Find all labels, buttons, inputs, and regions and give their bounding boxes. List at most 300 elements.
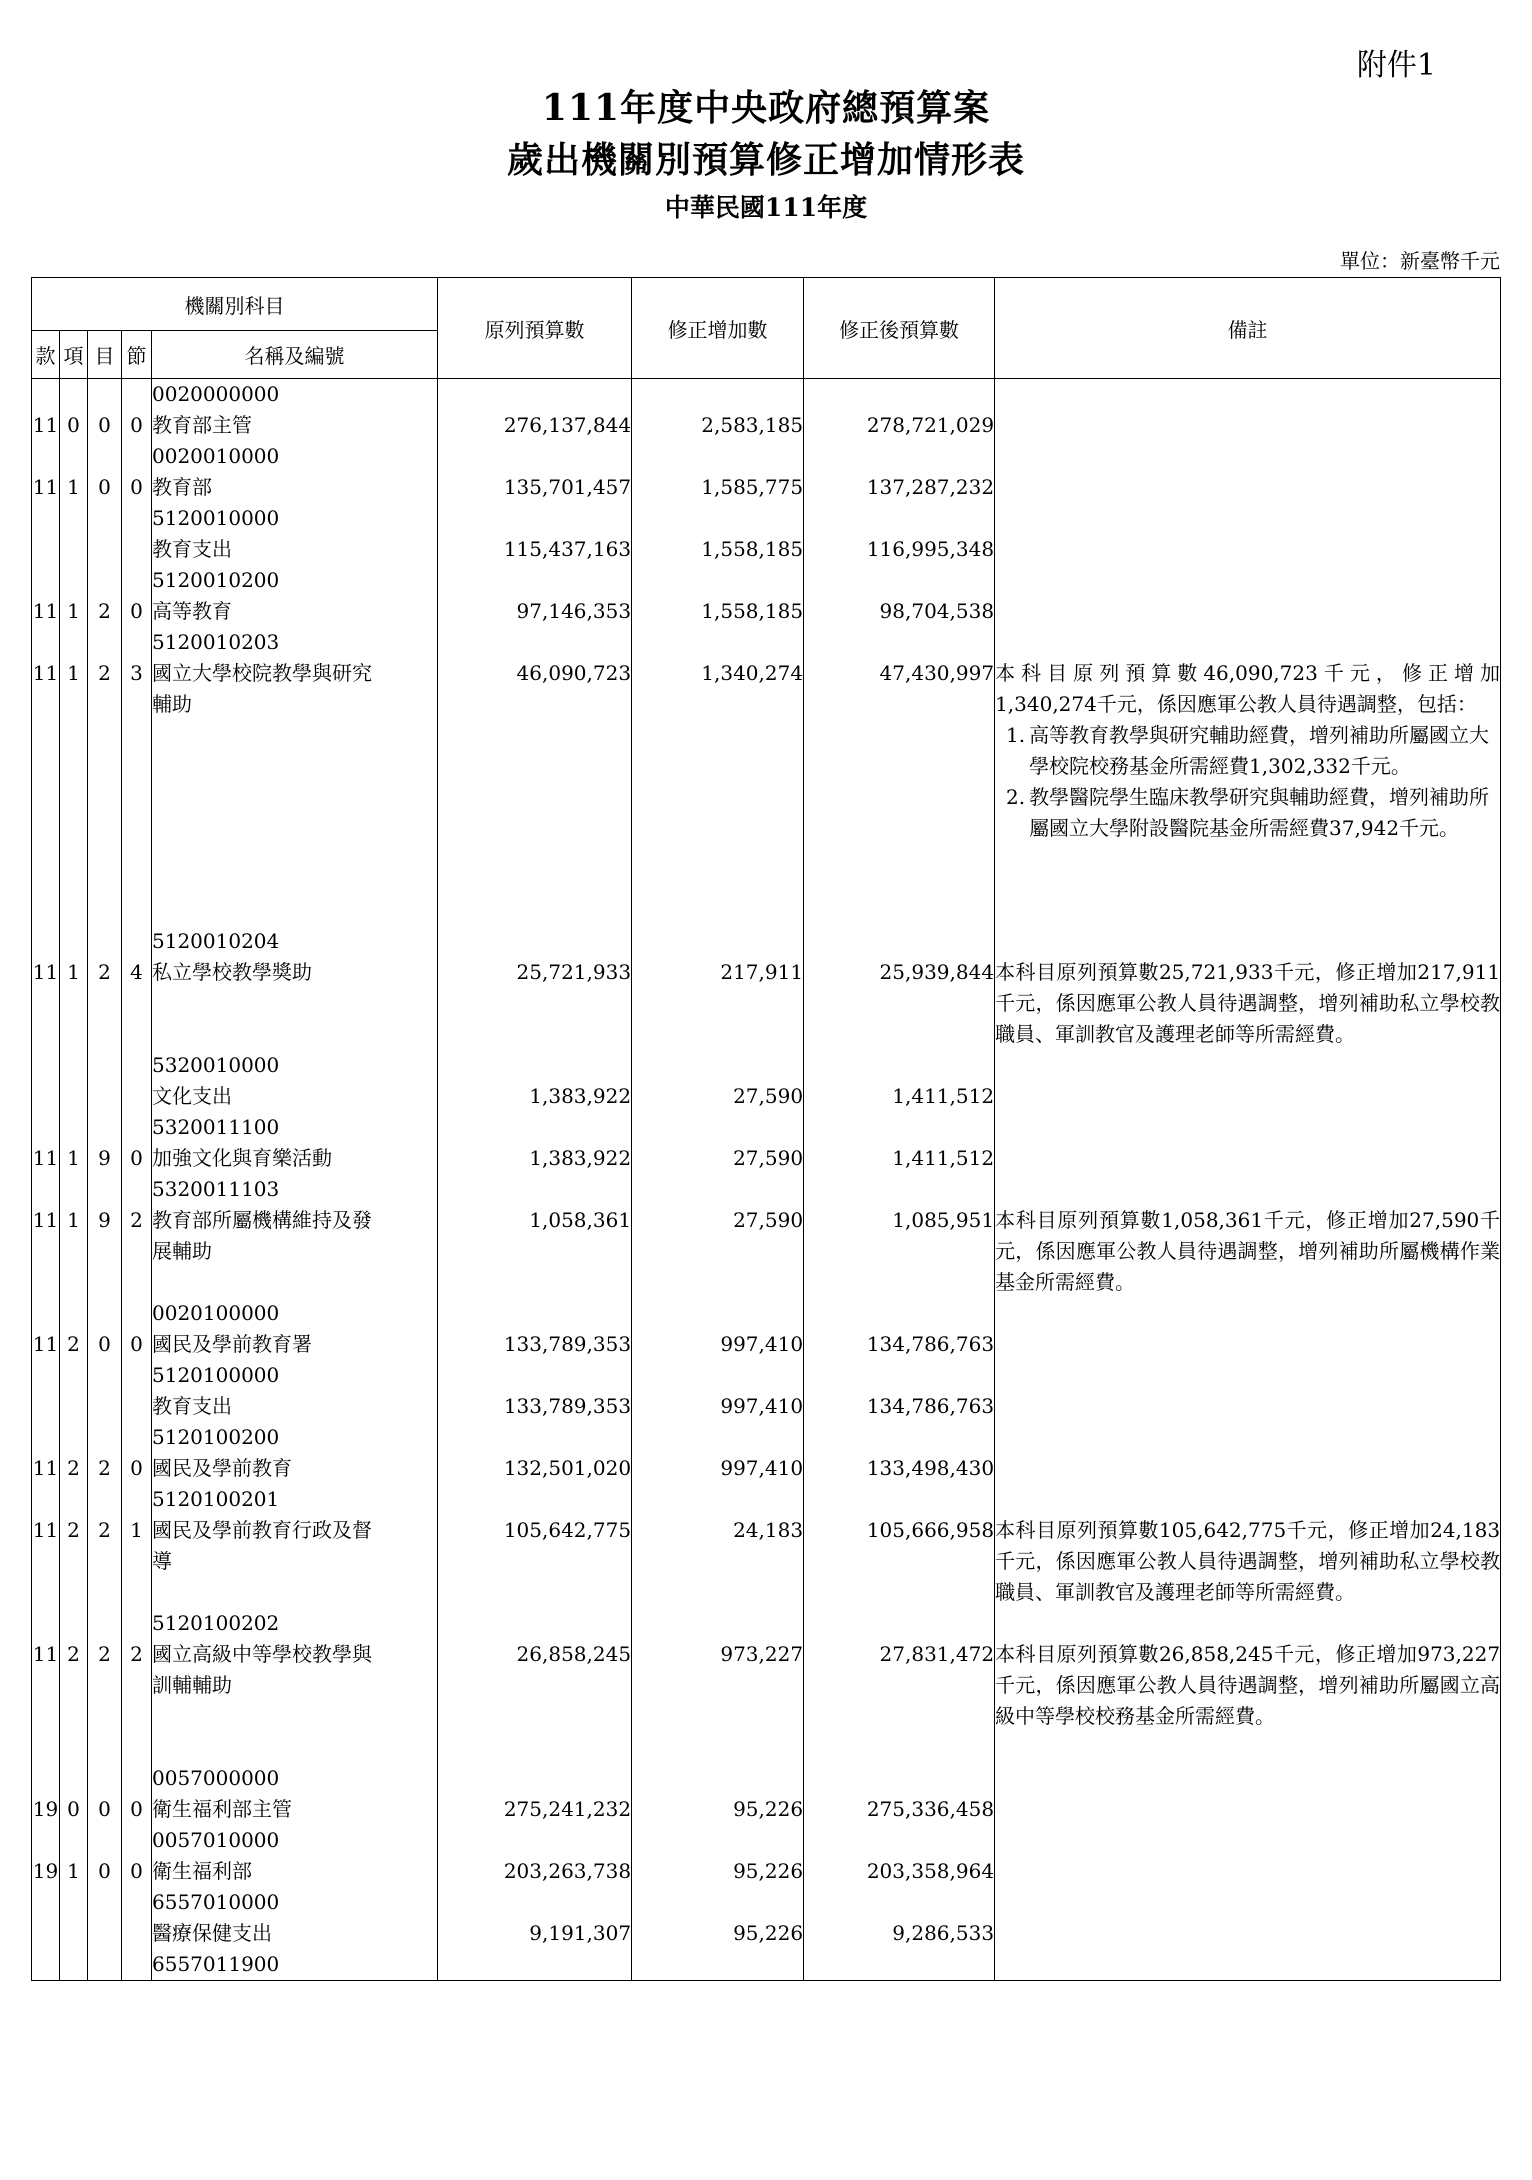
row-original-value: 135,701,457 (503, 475, 632, 499)
row-kuan (32, 1484, 60, 1608)
note-spacer (995, 1608, 1500, 1639)
row-revised (804, 1484, 995, 1608)
row-xiang (60, 1887, 88, 1949)
row-jie (122, 1360, 152, 1422)
row-mu-value: 0 (98, 1859, 111, 1883)
remark-text: 本科目原列預算數105,642,775千元，修正增加24,183千元，係因應軍公教人員待遇調整，增列補助私立學校教職員、軍訓教官及護理老師等所需經費。 (995, 1518, 1501, 1604)
row-remarks (995, 1360, 1501, 1422)
table-row (32, 627, 1501, 926)
row-original (438, 1763, 632, 1825)
row-name-code (152, 1112, 438, 1174)
row-name: 教育支出 (152, 1394, 232, 1418)
row-code: 5120010204 (152, 929, 280, 953)
row-revised-value: 203,358,964 (866, 1859, 995, 1883)
row-increase-value: 997,410 (720, 1332, 804, 1356)
code-spacer (32, 1825, 59, 1856)
row-xiang (60, 503, 88, 565)
fiscal-year: 中華民國111年度 (664, 193, 868, 222)
code-spacer (122, 1949, 151, 1980)
row-revised-value: 134,786,763 (866, 1332, 995, 1356)
header-increase: 修正增加數 (632, 278, 804, 379)
row-increase (632, 1763, 804, 1825)
row-code: 6557011900 (152, 1952, 280, 1976)
remark-item (995, 720, 1500, 782)
row-revised (804, 1422, 995, 1484)
row-mu (88, 1360, 122, 1422)
row-original (438, 1174, 632, 1298)
code-spacer (88, 1825, 121, 1856)
row-xiang-value: 2 (67, 1456, 80, 1480)
row-jie (122, 441, 152, 503)
row-xiang (60, 1763, 88, 1825)
row-name: 高等教育 (152, 599, 232, 623)
row-revised-value: 116,995,348 (866, 537, 995, 561)
code-spacer (32, 1887, 59, 1918)
row-remarks (995, 379, 1501, 442)
row-name: 輔助 (152, 692, 192, 716)
row-revised-value: 98,704,538 (879, 599, 995, 623)
row-original-value: 276,137,844 (503, 413, 632, 437)
row-code: 0020000000 (152, 382, 280, 406)
row-increase-value: 27,590 (733, 1208, 804, 1232)
note-spacer (995, 379, 1500, 410)
code-spacer (60, 1949, 87, 1980)
row-kuan-value: 11 (32, 661, 59, 685)
row-kuan-value: 11 (32, 960, 59, 984)
remark-item-index: 2. (1005, 785, 1026, 809)
num-spacer (804, 1763, 994, 1794)
row-xiang-value: 1 (67, 1208, 80, 1232)
num-spacer (438, 1050, 631, 1081)
row-remarks (995, 1050, 1501, 1112)
row-jie (122, 1484, 152, 1608)
row-jie-value: 2 (130, 1642, 143, 1666)
table-row (32, 1887, 1501, 1949)
code-spacer (122, 1174, 151, 1205)
num-spacer (632, 926, 803, 957)
row-xiang-value: 2 (67, 1518, 80, 1542)
row-xiang (60, 926, 88, 1050)
row-increase (632, 1887, 804, 1949)
row-xiang-value: 0 (67, 413, 80, 437)
code-spacer (32, 1484, 59, 1515)
row-revised-value: 25,939,844 (879, 960, 995, 984)
row-revised-value: 27,831,472 (879, 1642, 995, 1666)
table-row (32, 1825, 1501, 1887)
row-increase-value: 95,226 (733, 1797, 804, 1821)
row-revised (804, 441, 995, 503)
code-spacer (122, 565, 151, 596)
row-mu-value: 0 (98, 1797, 111, 1821)
row-increase-value: 27,590 (733, 1146, 804, 1170)
row-increase (632, 1608, 804, 1763)
table-row (32, 1174, 1501, 1298)
row-kuan (32, 1298, 60, 1360)
row-increase-value: 997,410 (720, 1394, 804, 1418)
row-revised (804, 1763, 995, 1825)
code-spacer (88, 441, 121, 472)
code-spacer (60, 926, 87, 957)
row-xiang-value: 1 (67, 1859, 80, 1883)
row-increase (632, 441, 804, 503)
row-increase (632, 926, 804, 1050)
row-name-code (152, 1887, 438, 1949)
row-increase (632, 1112, 804, 1174)
row-increase (632, 1298, 804, 1360)
row-jie (122, 1825, 152, 1887)
row-jie (122, 1050, 152, 1112)
num-spacer (438, 1825, 631, 1856)
code-spacer (32, 503, 59, 534)
row-revised-value: 9,286,533 (892, 1921, 995, 1945)
row-name: 國民及學前教育 (152, 1456, 292, 1480)
row-code: 5320011100 (152, 1115, 280, 1139)
row-remarks (995, 1422, 1501, 1484)
row-kuan-value: 11 (32, 1518, 59, 1542)
row-xiang (60, 1484, 88, 1608)
row-jie (122, 1887, 152, 1949)
remark-text: 本科目原列預算數46,090,723千元，修正增加1,340,274千元，係因應軍公教人員待遇調整，包括： (995, 661, 1501, 716)
num-spacer (632, 1422, 803, 1453)
row-remarks (995, 565, 1501, 627)
row-revised (804, 926, 995, 1050)
row-original-value: 26,858,245 (516, 1642, 632, 1666)
row-kuan-value: 11 (32, 1146, 59, 1170)
row-code: 5320011103 (152, 1177, 280, 1201)
row-increase-value: 1,558,185 (701, 599, 804, 623)
num-spacer (804, 926, 994, 957)
row-code: 6557010000 (152, 1890, 280, 1914)
row-name: 教育部所屬機構維持及發 (152, 1208, 372, 1232)
row-kuan (32, 1763, 60, 1825)
row-increase (632, 379, 804, 442)
row-original (438, 1484, 632, 1608)
row-remarks (995, 503, 1501, 565)
code-spacer (32, 1050, 59, 1081)
row-xiang (60, 1298, 88, 1360)
code-spacer (122, 1050, 151, 1081)
row-kuan (32, 1887, 60, 1949)
row-jie (122, 503, 152, 565)
code-spacer (88, 1050, 121, 1081)
code-spacer (32, 1174, 59, 1205)
row-name: 國立大學校院教學與研究 (152, 661, 372, 685)
row-original-value: 133,789,353 (503, 1394, 632, 1418)
row-remarks (995, 1949, 1501, 1981)
note-spacer (995, 1763, 1500, 1794)
table-row (32, 1608, 1501, 1763)
num-spacer (804, 1484, 994, 1515)
row-code: 5320010000 (152, 1053, 280, 1077)
row-kuan-value: 19 (32, 1859, 59, 1883)
code-spacer (32, 1422, 59, 1453)
table-row (32, 1763, 1501, 1825)
row-jie (122, 1112, 152, 1174)
row-increase-value: 24,183 (733, 1518, 804, 1542)
row-original (438, 1422, 632, 1484)
row-remarks (995, 1298, 1501, 1360)
code-spacer (60, 1050, 87, 1081)
row-xiang (60, 1422, 88, 1484)
row-mu (88, 1887, 122, 1949)
row-revised-value: 47,430,997 (879, 661, 995, 685)
table-row (32, 503, 1501, 565)
remark-text: 本科目原列預算數1,058,361千元，修正增加27,590千元，係因應軍公教人員待遇調整，增列補助所屬機構作業基金所需經費。 (995, 1208, 1501, 1294)
row-revised-value: 137,287,232 (866, 475, 995, 499)
row-xiang-value: 1 (67, 661, 80, 685)
row-kuan-value: 11 (32, 1208, 59, 1232)
row-revised (804, 1112, 995, 1174)
row-jie-value: 0 (130, 1146, 143, 1170)
row-original-value: 115,437,163 (503, 537, 632, 561)
row-kuan (32, 503, 60, 565)
num-spacer (632, 1298, 803, 1329)
code-spacer (32, 441, 59, 472)
row-name: 私立學校教學獎助 (152, 960, 312, 984)
row-remarks (995, 1484, 1501, 1608)
remark-item-text: 教學醫院學生臨床教學研究與輔助經費，增列補助所屬國立大學附設醫院基金所需經費37,942千元。 (1029, 785, 1490, 840)
row-xiang (60, 627, 88, 926)
row-xiang-value: 1 (67, 1146, 80, 1170)
row-jie (122, 1298, 152, 1360)
num-spacer (804, 1608, 994, 1639)
row-jie-value: 3 (130, 661, 143, 685)
row-increase (632, 1949, 804, 1981)
code-spacer (88, 565, 121, 596)
row-original (438, 1298, 632, 1360)
table-row (32, 1112, 1501, 1174)
row-mu (88, 441, 122, 503)
row-jie-value: 4 (130, 960, 143, 984)
row-increase-value: 973,227 (720, 1642, 804, 1666)
code-spacer (32, 1112, 59, 1143)
row-mu (88, 1422, 122, 1484)
row-original (438, 379, 632, 442)
row-revised-value: 1,085,951 (892, 1208, 995, 1232)
row-increase-value: 1,585,775 (701, 475, 804, 499)
header-remarks: 備註 (995, 278, 1501, 379)
row-revised (804, 1360, 995, 1422)
num-spacer (632, 1887, 803, 1918)
row-original-value: 275,241,232 (503, 1797, 632, 1821)
num-spacer (438, 1298, 631, 1329)
row-mu-value: 0 (98, 475, 111, 499)
row-original-value: 25,721,933 (516, 960, 632, 984)
code-spacer (60, 441, 87, 472)
row-kuan-value: 11 (32, 1456, 59, 1480)
num-spacer (438, 1360, 631, 1391)
note-spacer (995, 1360, 1500, 1391)
code-spacer (122, 1608, 151, 1639)
row-name-code (152, 1608, 438, 1763)
code-spacer (32, 627, 59, 658)
row-mu (88, 1949, 122, 1981)
code-spacer (88, 1949, 121, 1980)
row-remarks (995, 1608, 1501, 1763)
row-mu (88, 565, 122, 627)
row-jie-value: 0 (130, 475, 143, 499)
num-spacer (632, 1360, 803, 1391)
row-code: 5120100202 (152, 1611, 280, 1635)
row-kuan (32, 1360, 60, 1422)
row-jie-value: 0 (130, 1456, 143, 1480)
budget-table (31, 277, 1501, 1981)
row-original (438, 1949, 632, 1981)
row-increase-value: 95,226 (733, 1921, 804, 1945)
row-code: 5120010000 (152, 506, 280, 530)
code-spacer (88, 379, 121, 410)
num-spacer (438, 1763, 631, 1794)
num-spacer (632, 1174, 803, 1205)
code-spacer (60, 503, 87, 534)
row-original-value: 1,058,361 (529, 1208, 632, 1232)
row-kuan (32, 379, 60, 442)
num-spacer (438, 1887, 631, 1918)
row-code: 0057010000 (152, 1828, 280, 1852)
row-name: 衛生福利部 (152, 1859, 252, 1883)
row-revised (804, 1298, 995, 1360)
num-spacer (804, 1050, 994, 1081)
note-spacer (995, 1484, 1500, 1515)
note-spacer (995, 1174, 1500, 1205)
row-increase-value: 217,911 (720, 960, 804, 984)
row-original (438, 1050, 632, 1112)
num-spacer (804, 379, 994, 410)
row-xiang (60, 1825, 88, 1887)
num-spacer (804, 1112, 994, 1143)
code-spacer (60, 1763, 87, 1794)
row-xiang (60, 565, 88, 627)
row-name: 教育部主管 (152, 413, 252, 437)
row-original-value: 105,642,775 (503, 1518, 632, 1542)
note-spacer (995, 1949, 1500, 1980)
row-kuan (32, 1608, 60, 1763)
table-row (32, 1484, 1501, 1608)
row-name-code (152, 503, 438, 565)
row-revised (804, 1174, 995, 1298)
code-spacer (60, 1825, 87, 1856)
remark-text: 本科目原列預算數26,858,245千元，修正增加973,227千元，係因應軍公教人員待遇調整，增列補助所屬國立高級中等學校校務基金所需經費。 (995, 1642, 1501, 1728)
row-remarks (995, 1887, 1501, 1949)
row-name-code (152, 565, 438, 627)
num-spacer (804, 627, 994, 658)
row-original (438, 926, 632, 1050)
code-spacer (60, 1422, 87, 1453)
row-name: 展輔助 (152, 1239, 212, 1263)
code-spacer (88, 1298, 121, 1329)
row-mu-value: 0 (98, 413, 111, 437)
remark-item (995, 782, 1500, 844)
remark-item-text: 高等教育教學與研究輔助經費，增列補助所屬國立大學校院校務基金所需經費1,302,332千元。 (1029, 723, 1490, 778)
row-code: 0057000000 (152, 1766, 280, 1790)
code-spacer (122, 503, 151, 534)
row-kuan (32, 1174, 60, 1298)
table-row (32, 1360, 1501, 1422)
num-spacer (632, 627, 803, 658)
code-spacer (88, 503, 121, 534)
note-spacer (995, 1112, 1500, 1143)
row-increase (632, 565, 804, 627)
header-original: 原列預算數 (438, 278, 632, 379)
row-xiang (60, 1360, 88, 1422)
row-jie (122, 565, 152, 627)
remark-text: 本科目原列預算數25,721,933千元，修正增加217,911千元，係因應軍公教人員待遇調整，增列補助私立學校教職員、軍訓教官及護理老師等所需經費。 (995, 960, 1501, 1046)
num-spacer (438, 1112, 631, 1143)
row-jie (122, 379, 152, 442)
row-revised-value: 133,498,430 (866, 1456, 995, 1480)
row-kuan-value: 19 (32, 1797, 59, 1821)
row-kuan (32, 565, 60, 627)
row-original (438, 1608, 632, 1763)
row-increase (632, 1174, 804, 1298)
row-xiang-value: 2 (67, 1332, 80, 1356)
row-mu (88, 1763, 122, 1825)
row-kuan-value: 11 (32, 413, 59, 437)
code-spacer (122, 1112, 151, 1143)
code-spacer (122, 926, 151, 957)
row-xiang (60, 1112, 88, 1174)
row-code: 5120100000 (152, 1363, 280, 1387)
note-spacer (995, 926, 1500, 957)
table-row (32, 926, 1501, 1050)
row-revised-value: 278,721,029 (866, 413, 995, 437)
row-name-code (152, 1174, 438, 1298)
row-original (438, 1825, 632, 1887)
row-increase (632, 1422, 804, 1484)
row-increase (632, 1360, 804, 1422)
code-spacer (32, 1763, 59, 1794)
row-revised (804, 1949, 995, 1981)
row-mu-value: 2 (98, 1642, 111, 1666)
row-code: 5120100201 (152, 1487, 280, 1511)
code-spacer (88, 627, 121, 658)
row-xiang (60, 441, 88, 503)
row-mu-value: 9 (98, 1146, 111, 1170)
num-spacer (438, 441, 631, 472)
row-increase-value: 95,226 (733, 1859, 804, 1883)
note-spacer (995, 1050, 1500, 1081)
row-xiang (60, 1949, 88, 1981)
row-name-code (152, 1763, 438, 1825)
note-spacer (995, 1422, 1500, 1453)
num-spacer (632, 1763, 803, 1794)
row-mu (88, 627, 122, 926)
num-spacer (632, 503, 803, 534)
row-mu-value: 2 (98, 599, 111, 623)
num-spacer (804, 1298, 994, 1329)
row-revised (804, 379, 995, 442)
code-spacer (60, 1112, 87, 1143)
num-spacer (438, 627, 631, 658)
row-xiang (60, 379, 88, 442)
code-spacer (88, 1763, 121, 1794)
row-jie (122, 1949, 152, 1981)
row-revised-value: 105,666,958 (866, 1518, 995, 1542)
row-xiang-value: 1 (67, 599, 80, 623)
num-spacer (632, 1949, 803, 1980)
code-spacer (88, 1887, 121, 1918)
row-original-value: 46,090,723 (516, 661, 632, 685)
row-mu (88, 1112, 122, 1174)
row-original-value: 1,383,922 (529, 1146, 632, 1170)
row-revised-value: 134,786,763 (866, 1394, 995, 1418)
code-spacer (32, 565, 59, 596)
row-kuan-value: 11 (32, 599, 59, 623)
row-kuan (32, 1949, 60, 1981)
code-spacer (88, 1608, 121, 1639)
row-name: 國立高級中等學校教學與 (152, 1642, 372, 1666)
row-original (438, 441, 632, 503)
